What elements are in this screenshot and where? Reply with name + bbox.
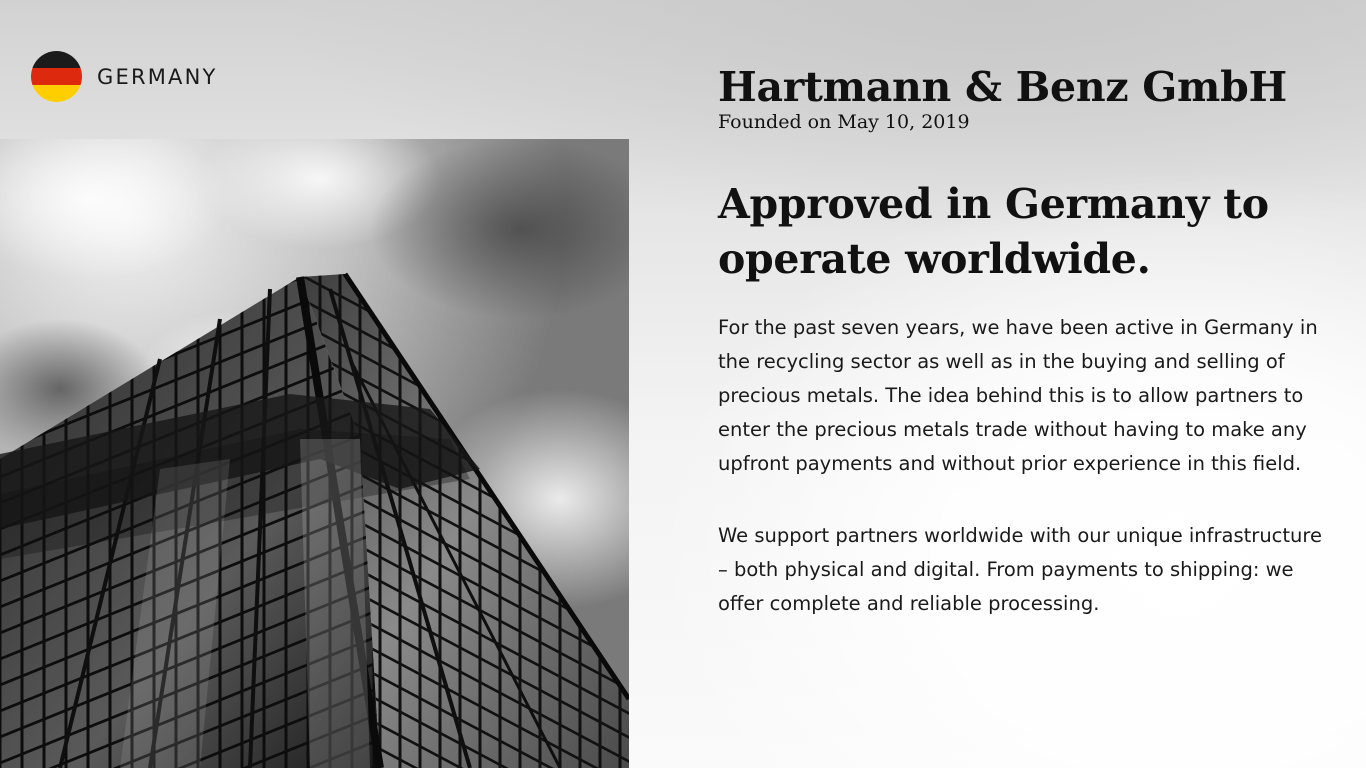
company-content [718, 62, 1338, 621]
support-paragraph: We support partners worldwide with our unique infrastructure – both physical and digital. From payments to shipping: we offer complete and reliable processing. [718, 524, 1322, 615]
intro-paragraph: For the past seven years, we have been active in Germany in the recycling sector as well as in the buying and selling of precious metals. The idea behind this is to allow partners to enter the precious metals trade without having to make any upfront payments and without prior experience in this field. [718, 316, 1318, 475]
flag-stripe-red [31, 68, 82, 85]
country-tag [31, 51, 218, 102]
flag-stripe-black [31, 51, 82, 68]
country-label: GERMANY [97, 64, 218, 89]
founded-date: Founded on May 10, 2019 [718, 111, 970, 133]
company-name: Hartmann & Benz GmbH [718, 63, 1287, 111]
germany-flag-icon [31, 51, 82, 102]
flag-stripe-gold [31, 85, 82, 102]
skyscraper-photo [0, 139, 629, 768]
headline: Approved in Germany to operate worldwide. [718, 180, 1269, 283]
